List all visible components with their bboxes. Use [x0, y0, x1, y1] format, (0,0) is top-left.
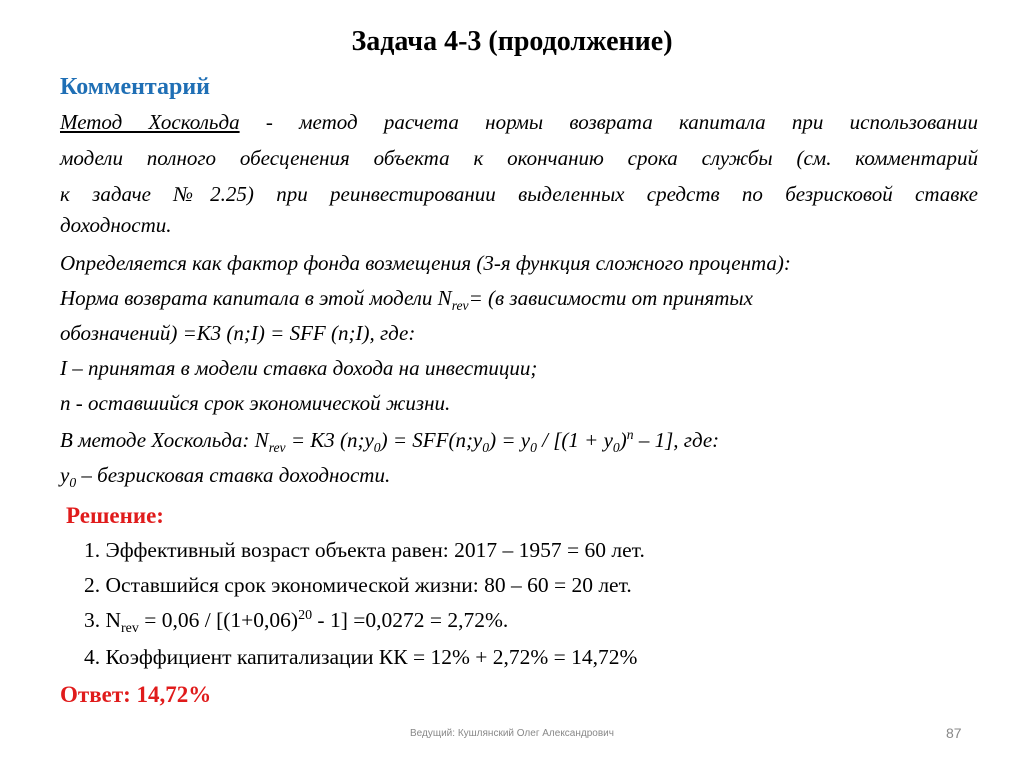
method-definition-text: - метод расчета нормы возврата капитала при использовании — [239, 110, 978, 134]
answer: Ответ: 14,72% — [60, 682, 212, 707]
rev-subscript: rev — [451, 298, 469, 313]
method-definition-line-2: модели полного обесценения объекта к окончанию срока службы (см. комментарий — [60, 146, 978, 170]
income-rate-line: I – принятая в модели ставка дохода на инвестиции; — [60, 356, 538, 380]
slide-title: Задача 4-3 (продолжение) — [351, 26, 673, 57]
footer-presenter: Ведущий: Кушлянский Олег Александрович — [410, 728, 614, 739]
method-definition-line-3: к задаче №2.25) при реинвестировании выделенных средств по безрисковой ставке — [60, 182, 978, 206]
method-name: Метод Хоскольда — [60, 110, 240, 134]
solution-step-4: 4. Коэффициент капитализации КК = 12% + 2,72% = 14,72% — [84, 645, 638, 669]
capital-return-rate-line: Норма возврата капитала в этой модели $N_{rev}= (в$ зависимости от принятых — [60, 286, 753, 313]
hoskold-formula-line: В методе Хоскольда: $N_{rev} = К3$ $(n;y_0)$ = $SFF(n;y_0) = y_0 / [(1 + y_0)^n - 1]$, где: — [60, 427, 720, 455]
method-definition-line-1 — [60, 105, 978, 139]
sff-definition-line: Определяется как фактор фонда возмещения (3-я функция сложного процента): — [60, 251, 791, 275]
comment-heading: Комментарий — [60, 74, 211, 100]
notation-line: обозначений) =К3 (n;I) = SFF (n;I), где: — [60, 321, 416, 345]
riskfree-rate-line: $y_0$ – безрисковая ставка доходности. — [60, 463, 391, 490]
remaining-life-line: n - оставшийся срок экономической жизни. — [60, 391, 451, 415]
method-definition-line-4: доходности. — [60, 213, 172, 237]
solution-step-2: 2. Оставшийся срок экономической жизни: 80 – 60 = 20 лет. — [84, 573, 632, 597]
solution-heading: Решение: — [66, 503, 164, 528]
solution-step-1: 1. Эффективный возраст объекта равен: 2017 – 1957 = 60 лет. — [84, 538, 645, 562]
solution-step-3: 3. $N_{rev} = 0,06 / [(1+0,06)^{20} - 1] =0,0272 = 2,72\%$. — [84, 608, 509, 636]
page-number: 87 — [946, 725, 962, 741]
